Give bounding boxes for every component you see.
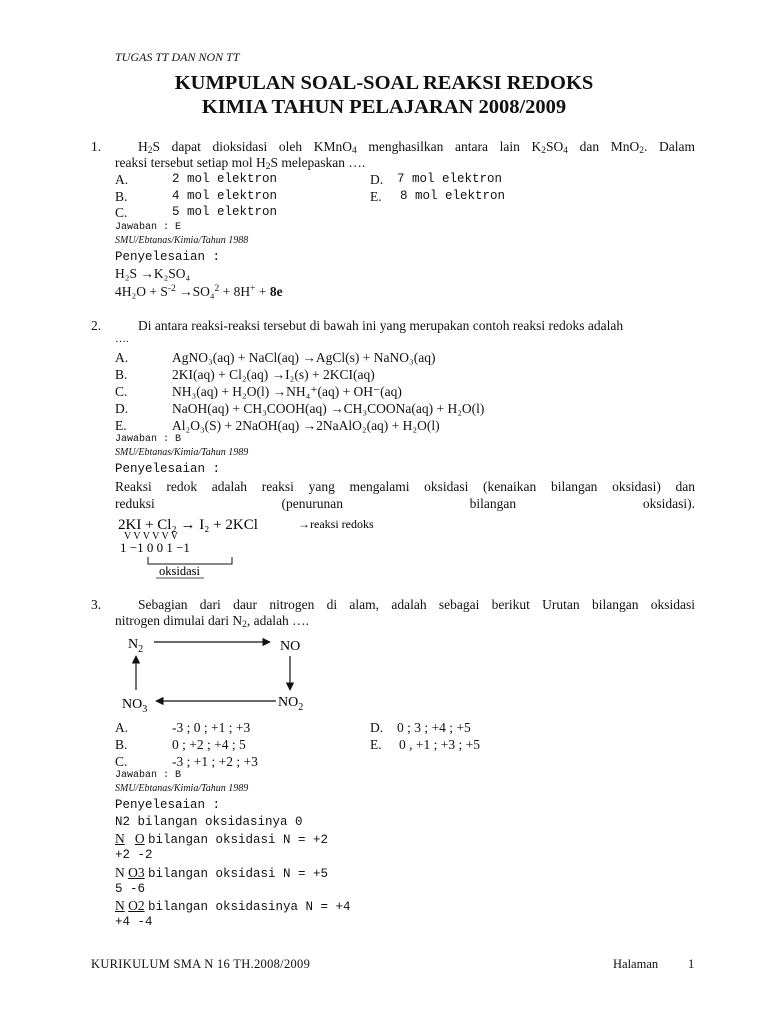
solution-label: Penyelesaian :	[115, 462, 221, 476]
option-letter: C.	[115, 205, 128, 220]
option-letter: C.	[115, 384, 128, 399]
diagram-markers: V V V V V V	[124, 531, 179, 542]
nitrogen-cycle-diagram	[110, 630, 330, 716]
node-no: NO	[280, 639, 301, 654]
question-number: 2.	[91, 318, 102, 333]
question-text-line: $H_2S$ dapat dioksidasi oleh KMnO$_4$ menghasilkan antara lain $K_2SO_4$ dan MnO$_2$. Dalam	[138, 139, 695, 156]
option-letter: E.	[370, 737, 382, 752]
document-title: KUMPULAN SOAL-SOAL REAKSI REDOKS	[174, 72, 594, 94]
option-text: NH₃(aq) + H₂O(l) →NH₄⁺(aq) + OH⁻(aq)	[172, 384, 402, 399]
redox-diagram	[112, 512, 412, 580]
diagram-oksidasi-label: oksidasi	[159, 564, 200, 578]
footer-page-label: Halaman	[613, 957, 659, 971]
option-text: -3 ; 0 ; +1 ; +3	[172, 720, 251, 735]
explanation-line: reduksi (penurunan bilangan oksidasi).	[115, 496, 695, 511]
option-letter: A.	[115, 720, 129, 735]
solution-line: +4 -4	[115, 915, 153, 929]
option-text: 0 ; 3 ; +4 ; +5	[397, 720, 471, 735]
answer-key: Jawaban : B	[115, 434, 182, 445]
option-letter: A.	[115, 350, 129, 365]
question-number: 1.	[91, 139, 102, 154]
document-tag: TUGAS TT DAN NON TT	[115, 50, 240, 64]
answer-key: Jawaban : E	[115, 222, 182, 233]
option-text: -3 ; +1 ; +2 ; +3	[172, 754, 258, 769]
solution-equation: $4H_2O + S^{-2} \to SO_4^2 + 8H^+ + 8e$	[115, 284, 283, 299]
node-no3: $NO_3$	[122, 697, 148, 715]
question-text-line: reaksi tersebut setiap mol $H_2S$ melepaskan ….	[115, 155, 366, 172]
answer-key: Jawaban : B	[115, 770, 182, 781]
question-number: 3.	[91, 597, 102, 612]
option-letter: C.	[115, 754, 128, 769]
diagram-equation: 2KI + Cl₂ → I₂ + 2KCl	[118, 517, 258, 533]
option-text: Al₂O₃(S) + 2NaOH(aq) →2NaAlO₂(aq) + H₂O(l)	[172, 418, 440, 433]
solution-line: +2 -2	[115, 848, 153, 862]
option-letter: A.	[115, 172, 129, 187]
solution-equation: H₂S →K₂SO₄	[115, 266, 191, 281]
solution-label: Penyelesaian :	[115, 798, 221, 812]
solution-line: N O bilangan oksidasi N = +2	[115, 831, 329, 847]
node-n2: $N_2$	[128, 637, 144, 655]
option-text: 0 ; +2 ; +4 ; 5	[172, 737, 246, 752]
document-subtitle: KIMIA TAHUN PELAJARAN 2008/2009	[201, 96, 567, 118]
answer-source: SMU/Ebtanas/Kimia/Tahun 1989	[115, 783, 249, 794]
option-text: 4 mol elektron	[172, 189, 278, 203]
diagram-label: →reaksi redoks	[298, 517, 374, 531]
diagram-bracket	[148, 557, 232, 564]
option-letter: B.	[115, 189, 128, 204]
option-letter: D.	[370, 720, 384, 735]
question-text-line: Di antara reaksi-reaksi tersebut di bawah ini yang merupakan contoh reaksi redoks adalah	[138, 318, 624, 333]
solution-line: N O3 bilangan oksidasi N = +5	[115, 865, 329, 881]
solution-line: 5 -6	[115, 882, 146, 896]
option-text: AgNO₃(aq) + NaCl(aq) →AgCl(s) + NaNO₃(aq)	[172, 350, 436, 365]
question-text-line: Sebagian dari daur nitrogen di alam, adalah sebagai berikut Urutan bilangan oksidasi	[138, 597, 695, 612]
option-text: 2KI(aq) + Cl₂(aq) →I₂(s) + 2KCI(aq)	[172, 367, 375, 382]
option-letter: D.	[370, 172, 384, 187]
footer-page-number: 1	[688, 957, 695, 971]
option-letter: D.	[115, 401, 129, 416]
solution-label: Penyelesaian :	[115, 250, 221, 264]
option-letter: E.	[370, 189, 382, 204]
answer-source: SMU/Ebtanas/Kimia/Tahun 1989	[115, 447, 249, 458]
option-text: 7 mol elektron	[397, 172, 503, 186]
question-text-line: nitrogen dimulai dari $N_2$, adalah ….	[115, 613, 310, 630]
option-text: NaOH(aq) + CH₃COOH(aq) →CH₃COONa(aq) + H₂O(l)	[172, 401, 485, 416]
diagram-oxidation-numbers: 1 −1 0 0 1 −1	[120, 540, 190, 555]
answer-source: SMU/Ebtanas/Kimia/Tahun 1988	[115, 235, 249, 246]
option-text: 8 mol elektron	[400, 189, 506, 203]
option-letter: E.	[115, 418, 127, 433]
solution-line: N O2 bilangan oksidasinya N = +4	[115, 898, 351, 914]
option-text: 5 mol elektron	[172, 205, 278, 219]
explanation-line: Reaksi redok adalah reaksi yang mengalami oksidasi (kenaikan bilangan oksidasi) dan	[115, 479, 695, 494]
footer-left: KURIKULUM SMA N 16 TH.2008/2009	[91, 957, 311, 971]
question-text-line: ….	[115, 333, 129, 345]
option-text: 0 , +1 ; +3 ; +5	[399, 737, 480, 752]
option-letter: B.	[115, 367, 128, 382]
option-letter: B.	[115, 737, 128, 752]
solution-line: N2 bilangan oksidasinya 0	[115, 815, 303, 829]
option-text: 2 mol elektron	[172, 172, 278, 186]
node-no2: $NO_2$	[278, 695, 304, 713]
